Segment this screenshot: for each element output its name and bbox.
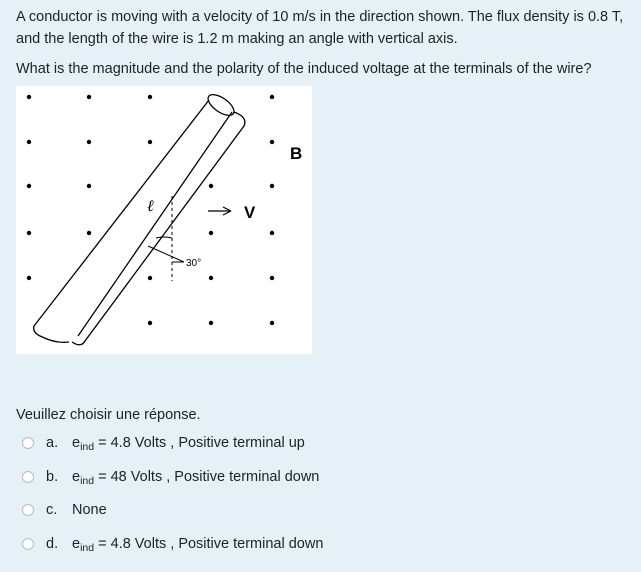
field-label: B xyxy=(290,144,303,163)
option-b[interactable] xyxy=(22,466,323,488)
option-label: $e_{ind} = 48$ Volts , Positive terminal down xyxy=(72,468,320,487)
option-letter: a. xyxy=(46,435,59,451)
radio-d[interactable] xyxy=(22,538,34,550)
option-letter: c. xyxy=(46,502,58,519)
question-ask: What is the magnitude and the polarity of the induced voltage at the terminals of the wire? xyxy=(16,61,592,77)
option-letter: d. xyxy=(46,536,59,553)
option-label: $e_{ind} = 4.8$ Volts , Positive terminal up xyxy=(72,435,305,453)
radio-c[interactable] xyxy=(22,504,34,516)
radio-a[interactable] xyxy=(22,437,34,449)
option-c[interactable] xyxy=(22,499,323,521)
angle-label: 30° xyxy=(186,258,202,269)
option-letter: b. xyxy=(46,468,59,485)
length-label: ℓ xyxy=(147,196,154,215)
question-text xyxy=(16,6,634,80)
conductor-wire xyxy=(34,91,245,345)
question-figure xyxy=(16,86,312,354)
answer-prompt: Veuillez choisir une réponse. xyxy=(16,407,201,423)
answer-list xyxy=(22,432,323,567)
velocity-label: V xyxy=(244,203,256,222)
option-a[interactable] xyxy=(22,432,323,454)
angle-marker xyxy=(148,246,184,262)
option-label: $e_{ind} = 4.8$ Volts , Positive terminal down xyxy=(72,536,324,555)
option-d[interactable] xyxy=(22,533,323,555)
question-statement: A conductor is moving with a velocity of 10 m/s in the direction shown. The flux density is 0.8 T, and the length of the wire is 1.2 m making an angle with vertical axis. xyxy=(16,9,624,47)
radio-b[interactable] xyxy=(22,471,34,483)
option-label: None xyxy=(72,502,107,519)
